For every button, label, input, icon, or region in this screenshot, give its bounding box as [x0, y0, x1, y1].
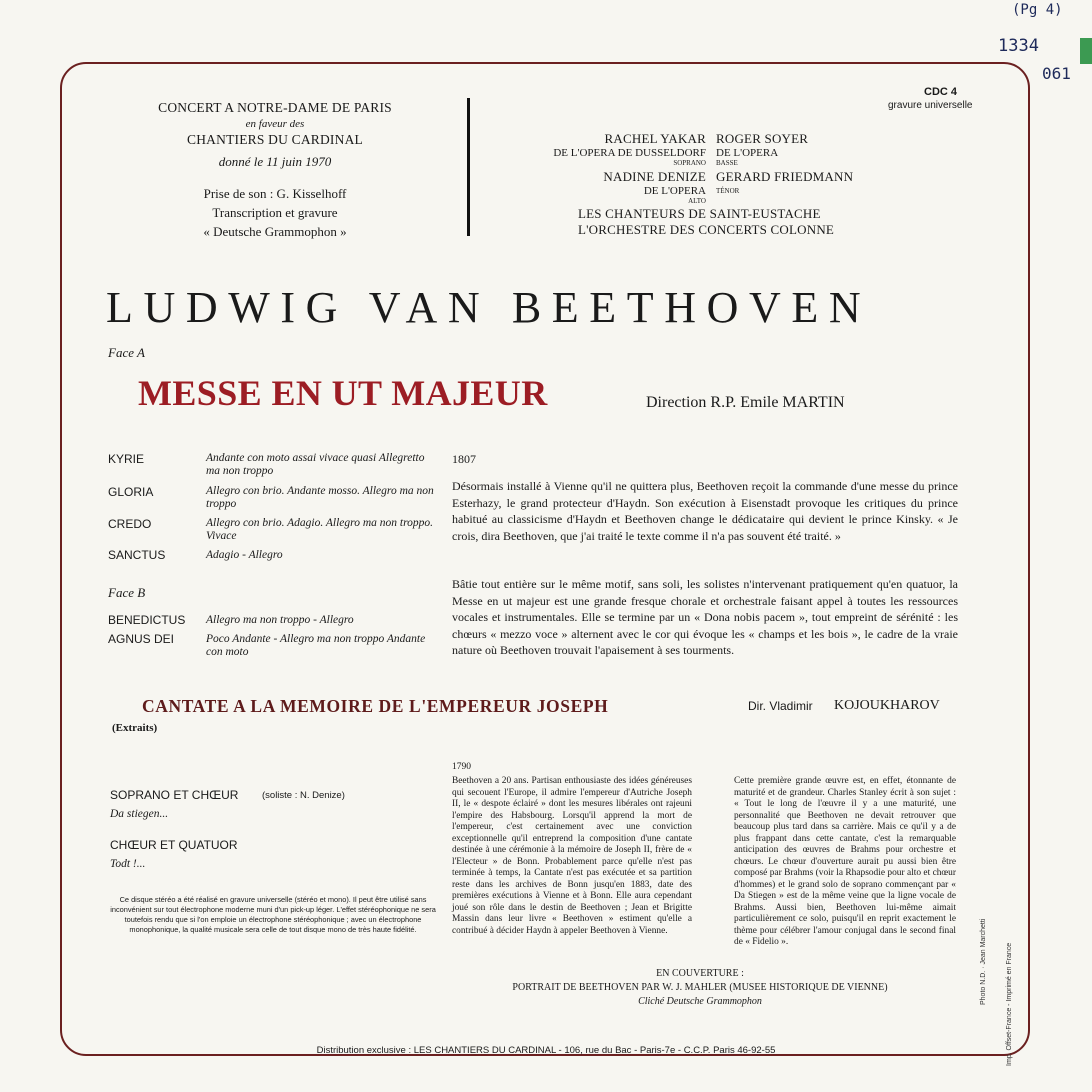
- cantata-extracts: (Extraits): [112, 722, 158, 734]
- track-agnus-name: AGNUS DEI: [108, 632, 175, 646]
- face-a-label: Face A: [108, 345, 145, 360]
- dg-credit: « Deutsche Grammophon »: [203, 224, 347, 239]
- cantata-part2-incipit: Todt !...: [110, 858, 146, 870]
- face-b-label: Face B: [108, 585, 146, 600]
- mass-notes-p2: Bâtie tout entière sur le même motif, sans soli, les solistes n'intervenant pratiquement qu'en quatuor, la Messe en ut majeur est une grande fresque chorale et orchestrale faisant appel à toutes les ressources vocales et instrumentales. Elle se termine par un « Dona nobis pacem », tout empreint de sérénité : les chœurs « mezzo voce » alternent avec le cor qui évoque les « champs et les bois », le cadre de la vraie nature où Beethoven trouvait l'apaisement à ses tourments.: [452, 577, 958, 657]
- track-sanctus-tempo: Adagio - Allegro: [206, 549, 283, 561]
- track-kyrie-name: KYRIE: [108, 452, 145, 466]
- mass-year: 1807: [452, 452, 476, 466]
- stereo-note: Ce disque stéréo a été réalisé en gravure universelle (stéréo et mono). Il peut être utilisé sans inconvénient sur tout électrophone moderne muni d'un pick-up léger. L'effet stéréophonique ne sera toutefois rendu que si l'on emploie un électrophone stéréophonique ; avec un électrophone monophonique, la qualité musicale sera celle de tout disque mono de très haute fidélité.: [110, 895, 436, 934]
- track-gloria-name: GLORIA: [108, 485, 154, 499]
- track-benedictus-tempo: Allegro ma non troppo - Allegro: [206, 614, 354, 626]
- cantata-notes-col1: Beethoven a 20 ans. Partisan enthousiaste des idées généreuses qui secouent l'Europe, il admire l'empereur d'Autriche Joseph II, le « despote éclairé » dont les mesures libérales ont rajeuni l'empire des Habsbourg. Lorsqu'il apprend la mort de l'empereur, c'est certainement avec une conviction exceptionnelle qu'il entreprend la composition d'une cantate destinée à une cérémonie à la mémoire de Joseph II, frère de « l'Electeur » de Bonn. Probablement parce qu'elle n'est pas terminée à temps, la Cantate n'est pas exécutée et sa partition reste dans les archives de Bonn jusqu'en 1883, date des premières exécutions à Vienne et à Bonn. Elle aura cependant joué son rôle dans le destin de Beethoven ; Jean et Brigitte Massin dans leur livre « Beethoven » estiment qu'elle a contribué à décider Haydn à appeler Beethoven à Vienne.: [452, 776, 692, 936]
- handwritten-page-note: (Pg 4): [1012, 2, 1063, 18]
- cantata-part2-title: CHŒUR ET QUATUOR: [110, 838, 238, 852]
- performer-house: DE L'OPERA: [643, 185, 706, 197]
- performer-house: DE L'OPERA: [716, 147, 779, 159]
- cantata-part1-soloist: (soliste : N. Denize): [262, 790, 345, 801]
- track-agnus-tempo: Poco Andante - Allegro ma non troppo Andante con moto: [206, 633, 426, 658]
- performer-4: [716, 169, 853, 195]
- cantata-title: CANTATE A LA MEMOIRE DE L'EMPEREUR JOSEPH: [142, 696, 609, 716]
- catalog-engraving: gravure universelle: [888, 100, 973, 111]
- track-gloria-tempo: Allegro con brio. Andante mosso. Allegro ma non troppo: [206, 485, 434, 510]
- performer-name: RACHEL YAKAR: [604, 131, 706, 146]
- catalog-code: CDC 4: [924, 86, 958, 98]
- green-tab: [1080, 38, 1092, 64]
- performer-role: BASSE: [716, 159, 738, 167]
- performer-name: GERARD FRIEDMANN: [716, 169, 854, 184]
- track-credo-tempo: Allegro con brio. Adagio. Allegro ma non troppo. Vivace: [206, 517, 434, 542]
- cantata-direction-prefix: Dir. Vladimir: [748, 699, 813, 713]
- ensembles: [578, 206, 834, 238]
- composer-title: LUDWIG VAN BEETHOVEN: [106, 283, 872, 332]
- sound-credit: Prise de son : G. Kisselhoff: [203, 186, 347, 201]
- handwritten-number-2: 061: [1042, 64, 1071, 83]
- photo-credit: Photo N.D. · Jean Marchetti: [980, 918, 987, 1005]
- cantata-year: 1790: [452, 762, 471, 772]
- performer-role: ALTO: [688, 197, 706, 205]
- track-credo-name: CREDO: [108, 517, 152, 531]
- performer-role: SOPRANO: [673, 159, 706, 167]
- ensemble-choir: LES CHANTEURS DE SAINT-EUSTACHE: [578, 206, 821, 221]
- performer-name: ROGER SOYER: [716, 131, 809, 146]
- performer-1: [500, 131, 706, 167]
- concert-line1: CONCERT A NOTRE-DAME DE PARIS: [158, 100, 392, 115]
- performer-house: DE L'OPERA DE DUSSELDORF: [553, 147, 706, 159]
- cantata-part1-incipit: Da stiegen...: [110, 808, 169, 820]
- track-kyrie-tempo: Andante con moto assai vivace quasi Allegretto ma non troppo: [206, 452, 425, 477]
- printer-credit: Imp. Offset-France - Imprimé en France: [1006, 942, 1013, 1066]
- concert-line3: CHANTIERS DU CARDINAL: [187, 132, 363, 147]
- cover-cliche: Cliché Deutsche Grammophon: [638, 996, 762, 1007]
- cantata-direction-name: KOJOUKHAROV: [834, 698, 940, 713]
- cover-label: EN COUVERTURE :: [656, 968, 744, 979]
- mass-title: MESSE EN UT MAJEUR: [138, 373, 548, 413]
- track-benedictus-name: BENEDICTUS: [108, 613, 186, 627]
- transcription-credit: Transcription et gravure: [212, 205, 338, 220]
- cantata-part1-title: SOPRANO ET CHŒUR: [110, 788, 239, 802]
- performer-3: [500, 169, 706, 205]
- concert-line2: en faveur des: [245, 118, 305, 130]
- distribution-line: Distribution exclusive : LES CHANTIERS DU CARDINAL - 106, rue du Bac - Paris-7e - C.C.P. Paris 46-92-55: [316, 1045, 776, 1056]
- performer-2: [716, 131, 808, 167]
- track-sanctus-name: SANCTUS: [108, 548, 166, 562]
- performer-name: NADINE DENIZE: [603, 169, 706, 184]
- divider-line: [467, 98, 470, 236]
- cover-credit: [440, 968, 960, 1007]
- mass-notes-p1: Désormais installé à Vienne qu'il ne quittera plus, Beethoven reçoit la commande d'une messe du prince Esterhazy, le grand protecteur d'Haydn. Son exécution à Eisenstadt provoque les critiques du prince habitué au classicisme d'Haydn et Beethoven change le dédicataire qui devient le prince Kinsky. « Je crois, dira Beethoven, que j'ai traité le texte comme il n'a pas souvent été traité. »: [452, 479, 958, 543]
- ensemble-orchestra: L'ORCHESTRE DES CONCERTS COLONNE: [578, 222, 835, 237]
- concert-info: [110, 100, 440, 240]
- cover-portrait: PORTRAIT DE BEETHOVEN PAR W. J. MAHLER (MUSEE HISTORIQUE DE VIENNE): [512, 982, 888, 993]
- performer-role: TÉNOR: [716, 187, 740, 195]
- cantata-notes-col2: Cette première grande œuvre est, en effet, étonnante de maturité et de grandeur. Charles Stanley écrit à son sujet : « Tout le long de l'œuvre il y a une maturité, une personnalité que Beethoven ne devait retrouver que beaucoup plus tard dans sa carrière. Mais ce qu'il y a de plus frappant dans cette cantate, c'est la remarquable anticipation des œuvres de Brahms pour orchestre et chœurs. Le chœur d'ouverture aurait pu aussi bien être composé par Brahms (voir la Rhapsodie pour alto et chœur d'hommes) et le grand solo de soprano commençant par « Da Stiegen » est de la même veine que la ligne vocale de Brahms. Aussi bien, Beethoven lui-même aimait particulièrement ce solo, puisqu'il en reprit exactement le thème pour célébrer l'amour conjugal dans le second final de « Fidelio ».: [734, 776, 956, 947]
- handwritten-number: 1334: [998, 36, 1039, 56]
- concert-date: donné le 11 juin 1970: [218, 154, 332, 169]
- mass-direction: Direction R.P. Emile MARTIN: [646, 394, 845, 411]
